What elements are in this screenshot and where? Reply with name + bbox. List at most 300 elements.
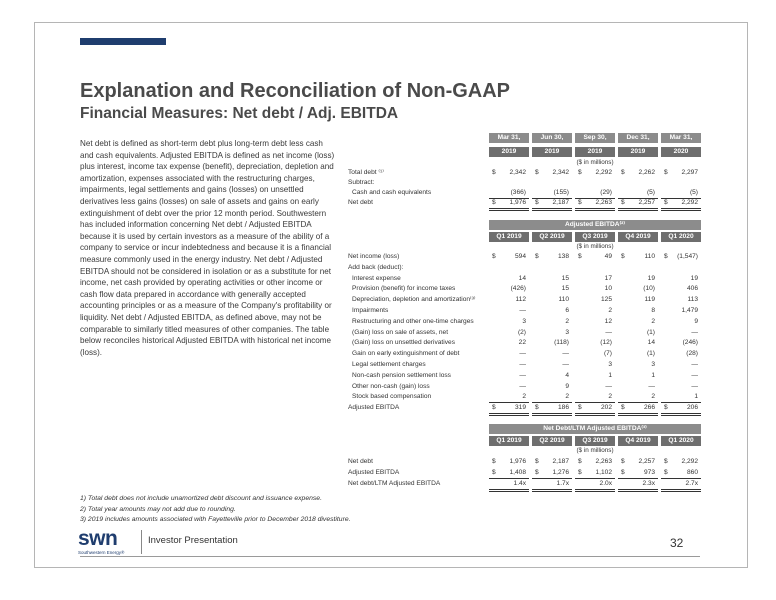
cell-value: 319: [514, 404, 526, 412]
cell-value: 17: [604, 274, 612, 282]
footer-rule: [80, 556, 700, 557]
table-cell: [618, 168, 658, 178]
cell-value: 2,187: [552, 458, 569, 465]
cell-value: 19: [647, 274, 655, 282]
currency-symbol: $: [535, 404, 539, 412]
currency-symbol: $: [535, 253, 539, 260]
table-cell: [618, 274, 658, 284]
cell-value: 2,187: [552, 199, 569, 206]
row-label: Add back (deduct):: [348, 263, 404, 271]
table-cell: [489, 317, 529, 327]
table-cell: [661, 295, 701, 305]
cell-value: (1): [646, 328, 655, 336]
cell-value: 2,292: [595, 169, 612, 176]
row-label: Interest expense: [352, 274, 401, 282]
table-cell: [532, 306, 572, 316]
table-cell: [575, 198, 615, 211]
table-cell: [489, 306, 529, 316]
cell-value: (5): [646, 189, 655, 196]
cell-value: —: [519, 350, 526, 358]
column-header: Q3 2019: [575, 232, 615, 242]
row-label: Cash and cash equivalents: [352, 189, 432, 196]
cell-value: 1.4x: [513, 479, 526, 487]
cell-value: 2,292: [681, 458, 698, 465]
table-cell: [489, 349, 529, 359]
cell-value: 9: [694, 317, 698, 325]
column-header: Q3 2019: [575, 436, 615, 446]
table-cell: [575, 284, 615, 294]
table-row: [342, 198, 702, 208]
table-cell: [489, 371, 529, 381]
table-cell: [532, 284, 572, 294]
footer-label: Investor Presentation: [148, 535, 238, 546]
currency-symbol: $: [578, 404, 582, 412]
table-cell: [489, 198, 529, 211]
column-header: Q1 2020: [661, 436, 701, 446]
currency-symbol: $: [621, 253, 625, 260]
table-row: [342, 403, 702, 413]
table-cell: [489, 338, 529, 348]
table-cell: [661, 178, 701, 188]
row-label: Other non-cash (gain) loss: [352, 382, 430, 390]
cell-value: —: [519, 382, 526, 390]
cell-value: (12): [600, 339, 612, 347]
table-cell: [575, 168, 615, 178]
table-cell: [575, 338, 615, 348]
column-header: Q2 2019: [532, 232, 572, 242]
units-label: ($ in millions): [576, 159, 614, 166]
table-cell: [532, 371, 572, 381]
column-header-month: Mar 31,: [661, 133, 701, 143]
cell-value: (5): [689, 189, 698, 196]
table-cell: [661, 479, 701, 492]
currency-symbol: $: [492, 468, 496, 476]
currency-symbol: $: [664, 169, 668, 176]
footer-divider: [141, 530, 142, 554]
cell-value: 1: [651, 371, 655, 379]
table-cell: [661, 317, 701, 327]
table-cell: [575, 403, 615, 416]
table-cell: [661, 168, 701, 178]
table-row: [342, 295, 702, 305]
cell-value: 266: [643, 404, 655, 412]
cell-value: (1,547): [677, 253, 698, 260]
cell-value: 2: [565, 317, 569, 325]
table-cell: [532, 274, 572, 284]
table-cell: [532, 468, 572, 479]
cell-value: 1: [608, 371, 612, 379]
table-cell: [532, 338, 572, 348]
column-header-year: 2019: [489, 147, 529, 157]
currency-symbol: $: [578, 199, 582, 206]
table-cell: [661, 468, 701, 479]
table-cell: [618, 284, 658, 294]
table-row: [342, 263, 702, 273]
table-row: [342, 306, 702, 316]
table-row: [342, 252, 702, 262]
table-cell: [489, 328, 529, 338]
cell-value: 125: [600, 296, 612, 304]
column-header-month: Sep 30,: [575, 133, 615, 143]
table-cell: [575, 392, 615, 403]
row-label: Gain on early extinguishment of debt: [352, 350, 460, 358]
cell-value: —: [648, 382, 655, 390]
table-cell: [661, 371, 701, 381]
table-row: [342, 371, 702, 381]
cell-value: 594: [514, 253, 526, 260]
table-cell: [532, 328, 572, 338]
currency-symbol: $: [621, 169, 625, 176]
table-row: [342, 188, 702, 198]
column-header-month: Jun 30,: [532, 133, 572, 143]
cell-value: —: [562, 350, 569, 358]
table-cell: [575, 274, 615, 284]
page-title: Explanation and Reconciliation of Non-GAAP: [80, 80, 511, 102]
units-label: ($ in millions): [576, 243, 614, 250]
cell-value: 1: [694, 393, 698, 401]
cell-value: —: [519, 361, 526, 368]
table-cell: [489, 468, 529, 479]
table-cell: [661, 198, 701, 211]
row-label: (Gain) loss on sale of assets, net: [352, 328, 449, 336]
cell-value: 2,292: [681, 199, 698, 206]
column-header: Q4 2019: [618, 232, 658, 242]
table-cell: [618, 468, 658, 479]
currency-symbol: $: [535, 468, 539, 476]
table-cell: [532, 479, 572, 492]
table-row: [342, 338, 702, 348]
row-label: Impairments: [352, 307, 389, 314]
cell-value: 860: [686, 468, 698, 476]
table-cell: [661, 338, 701, 348]
row-label: Net debt/LTM Adjusted EBITDA: [348, 479, 441, 487]
cell-value: —: [691, 371, 698, 379]
column-header: Q4 2019: [618, 436, 658, 446]
table-cell: [575, 328, 615, 338]
table-cell: [618, 306, 658, 316]
cell-value: (28): [686, 350, 698, 358]
table-cell: [489, 274, 529, 284]
table-cell: [489, 295, 529, 305]
currency-symbol: $: [492, 404, 496, 412]
cell-value: (7): [603, 350, 612, 358]
table-row: [342, 349, 702, 359]
row-label: Restructuring and other one-time charges: [352, 317, 474, 325]
table-cell: [575, 252, 615, 262]
table-cell: [532, 168, 572, 178]
cell-value: (1): [646, 350, 655, 358]
table-cell: [575, 457, 615, 467]
table-row: [342, 168, 702, 178]
table-cell: [661, 263, 701, 273]
column-header-month: Mar 31,: [489, 133, 529, 143]
cell-value: 3: [608, 361, 612, 368]
cell-value: 2: [651, 393, 655, 401]
cell-value: 2: [565, 393, 569, 401]
column-header-year: 2019: [618, 147, 658, 157]
currency-symbol: $: [492, 253, 496, 260]
cell-value: 2: [608, 307, 612, 314]
cell-value: 2.7x: [685, 479, 698, 487]
cell-value: 406: [686, 285, 698, 293]
table-cell: [532, 198, 572, 211]
cell-value: —: [562, 361, 569, 368]
cell-value: 1,976: [509, 458, 526, 465]
table-cell: [575, 306, 615, 316]
column-header: Q1 2020: [661, 232, 701, 242]
table-cell: [618, 371, 658, 381]
table-row: [342, 457, 702, 467]
group-header: Net Debt/LTM Adjusted EBITDA⁽³⁾: [489, 424, 701, 434]
table-cell: [618, 392, 658, 403]
table-cell: [532, 295, 572, 305]
table-cell: [489, 263, 529, 273]
page-number: 32: [670, 536, 684, 550]
cell-value: 2,342: [552, 169, 569, 176]
cell-value: 2: [651, 317, 655, 325]
cell-value: —: [691, 328, 698, 336]
table-cell: [532, 263, 572, 273]
column-header-month: Dec 31,: [618, 133, 658, 143]
table-cell: [532, 360, 572, 370]
cell-value: 10: [604, 285, 612, 293]
cell-value: 1,408: [509, 468, 526, 476]
table-cell: [532, 349, 572, 359]
column-header: Q1 2019: [489, 436, 529, 446]
cell-value: 2: [522, 393, 526, 401]
cell-value: —: [691, 382, 698, 390]
table-cell: [661, 349, 701, 359]
cell-value: (10): [643, 285, 655, 293]
currency-symbol: $: [664, 253, 668, 260]
currency-symbol: $: [492, 199, 496, 206]
table-cell: [618, 328, 658, 338]
table-cell: [618, 295, 658, 305]
table-cell: [489, 382, 529, 392]
footnotes: [80, 494, 351, 526]
table-cell: [618, 349, 658, 359]
table-cell: [489, 284, 529, 294]
cell-value: 973: [643, 468, 655, 476]
cell-value: 3: [522, 317, 526, 325]
cell-value: 12: [604, 317, 612, 325]
table-row: [342, 178, 702, 188]
table-cell: [489, 392, 529, 403]
table-cell: [489, 168, 529, 178]
currency-symbol: $: [621, 468, 625, 476]
table-row: [342, 317, 702, 327]
table-cell: [618, 479, 658, 492]
column-header-year: 2019: [575, 147, 615, 157]
table-cell: [661, 457, 701, 467]
cell-value: 19: [690, 274, 698, 282]
currency-symbol: $: [535, 169, 539, 176]
brand-accent-bar: [80, 38, 166, 45]
table-cell: [489, 479, 529, 492]
cell-value: 1.7x: [556, 479, 569, 487]
table-cell: [575, 317, 615, 327]
table-row: [342, 360, 702, 370]
row-label: Net debt: [348, 199, 373, 206]
currency-symbol: $: [664, 199, 668, 206]
row-label: Adjusted EBITDA: [348, 468, 400, 476]
table-cell: [489, 457, 529, 467]
column-header-year: 2020: [661, 147, 701, 157]
cell-value: 2,257: [638, 199, 655, 206]
cell-value: 2,263: [595, 458, 612, 465]
cell-value: —: [605, 382, 612, 390]
table-row: [342, 479, 702, 489]
row-label: Net income (loss): [348, 253, 400, 260]
table-cell: [575, 479, 615, 492]
cell-value: 2,257: [638, 458, 655, 465]
cell-value: 1,479: [681, 307, 698, 314]
cell-value: 202: [600, 404, 612, 412]
logo-wordmark: swn: [78, 527, 118, 550]
cell-value: 14: [518, 274, 526, 282]
units-label: ($ in millions): [576, 447, 614, 454]
cell-value: (29): [600, 189, 612, 196]
table-cell: [532, 382, 572, 392]
table-cell: [661, 403, 701, 416]
table-cell: [661, 284, 701, 294]
table-cell: [489, 403, 529, 416]
table-cell: [618, 360, 658, 370]
page-subtitle: Financial Measures: Net debt / Adj. EBITDA: [80, 105, 399, 122]
table-cell: [532, 403, 572, 416]
cell-value: 206: [686, 404, 698, 412]
cell-value: 138: [557, 253, 569, 260]
cell-value: 3: [651, 361, 655, 368]
currency-symbol: $: [578, 253, 582, 260]
cell-value: 15: [561, 285, 569, 293]
column-header: Q2 2019: [532, 436, 572, 446]
cell-value: 186: [557, 404, 569, 412]
table-cell: [575, 295, 615, 305]
table-cell: [661, 328, 701, 338]
cell-value: 110: [644, 253, 655, 260]
currency-symbol: $: [578, 169, 582, 176]
table-cell: [575, 263, 615, 273]
currency-symbol: $: [578, 468, 582, 476]
currency-symbol: $: [492, 169, 496, 176]
table-cell: [618, 403, 658, 416]
currency-symbol: $: [492, 458, 496, 465]
column-header: Q1 2019: [489, 232, 529, 242]
table-cell: [532, 178, 572, 188]
cell-value: (2): [517, 328, 526, 336]
table-cell: [618, 178, 658, 188]
table-cell: [661, 360, 701, 370]
cell-value: 2: [608, 393, 612, 401]
cell-value: 2.0x: [599, 479, 612, 487]
cell-value: (118): [554, 339, 569, 347]
group-header: Adjusted EBITDA⁽²⁾: [489, 220, 701, 230]
table-cell: [661, 392, 701, 403]
cell-value: —: [691, 361, 698, 368]
cell-value: 2.3x: [642, 479, 655, 487]
table-cell: [575, 371, 615, 381]
table-row: [342, 382, 702, 392]
cell-value: 14: [647, 339, 655, 347]
table-cell: [532, 457, 572, 467]
cell-value: (155): [553, 189, 569, 196]
table-cell: [618, 317, 658, 327]
row-label: Adjusted EBITDA: [348, 404, 400, 412]
table-cell: [618, 198, 658, 211]
row-label: Subtract:: [348, 179, 375, 186]
row-label: Depreciation, depletion and amortization⁽³⁾: [352, 296, 476, 304]
cell-value: 1,276: [552, 468, 569, 476]
row-label: Legal settlement charges: [352, 361, 426, 368]
cell-value: 22: [518, 339, 526, 347]
table-cell: [575, 468, 615, 479]
table-row: [342, 274, 702, 284]
table-cell: [618, 252, 658, 262]
swn-logo: [78, 528, 142, 558]
cell-value: 1,102: [595, 468, 612, 476]
table-row: [342, 468, 702, 478]
table-cell: [489, 252, 529, 262]
currency-symbol: $: [535, 458, 539, 465]
row-label: Total debt ⁽¹⁾: [348, 169, 384, 176]
cell-value: —: [605, 328, 612, 336]
cell-value: (366): [510, 189, 526, 196]
cell-value: 8: [651, 307, 655, 314]
footnote-2: 2) Total year amounts may not add due to rounding.: [80, 505, 236, 513]
table-cell: [618, 338, 658, 348]
table-cell: [575, 360, 615, 370]
table-row: [342, 328, 702, 338]
column-header-year: 2019: [532, 147, 572, 157]
table-cell: [575, 382, 615, 392]
cell-value: 49: [604, 253, 612, 260]
cell-value: (426): [510, 285, 526, 293]
cell-value: 9: [565, 382, 569, 390]
currency-symbol: $: [535, 199, 539, 206]
table-cell: [489, 360, 529, 370]
cell-value: 113: [687, 296, 698, 304]
currency-symbol: $: [664, 468, 668, 476]
footnote-1: 1) Total debt does not include unamortized debt discount and issuance expense.: [80, 495, 322, 502]
row-label: Net debt: [348, 458, 373, 465]
table-cell: [661, 382, 701, 392]
cell-value: 15: [561, 274, 569, 282]
row-label: Non-cash pension settlement loss: [352, 371, 451, 379]
cell-value: 2,263: [595, 199, 612, 206]
currency-symbol: $: [621, 404, 625, 412]
cell-value: 2,342: [509, 169, 526, 176]
table-cell: [489, 178, 529, 188]
cell-value: 2,262: [638, 169, 655, 176]
cell-value: 110: [558, 296, 569, 304]
cell-value: 1,976: [509, 199, 526, 206]
logo-tagline: Southwestern Energy®: [78, 550, 125, 555]
table-cell: [532, 392, 572, 403]
cell-value: 3: [565, 328, 569, 336]
table-cell: [618, 263, 658, 273]
table-cell: [575, 178, 615, 188]
table-cell: [661, 306, 701, 316]
cell-value: 119: [644, 296, 655, 304]
footnote-3: 3) 2019 includes amounts associated with Fayetteville prior to December 2018 divestiture.: [80, 516, 351, 523]
table-cell: [618, 457, 658, 467]
table-cell: [661, 274, 701, 284]
description-text: Net debt is defined as short-term debt plus long-term debt less cash and cash equivalents. Adjusted EBITDA is defined as net income (loss) plus interest, income tax expense (benefit), depreciation, depletion and amortization, expenses associated with the restructuring charges, impairments, legal settlements and gains (losses) on unsettled derivatives less gains (losses) on sale of assets and gains on early extinguishment of debt over the prior 12 month period. Southwestern has included information concerning Net debt / Adjusted EBITDA because it is used by certain investors as a measure of the ability of a company to service or incur indebtedness and because it is a financial measure commonly used in the energy industry. Net debt / Adjusted EBITDA should not be considered in isolation or as a substitute for net income, net cash provided by operating activities or other income or cash flow data prepared in accordance with generally accepted accounting principles or as a measure of the Company's profitability or liquidity. Net debt / Adjusted EBITDA, as defined above, may not be comparable to similarly titled measures of other companies. The table below reconciles historical Adjusted EBITDA with historical net income (loss).: [80, 139, 335, 357]
table-cell: [575, 349, 615, 359]
currency-symbol: $: [578, 458, 582, 465]
row-label: Stock based compensation: [352, 393, 432, 401]
